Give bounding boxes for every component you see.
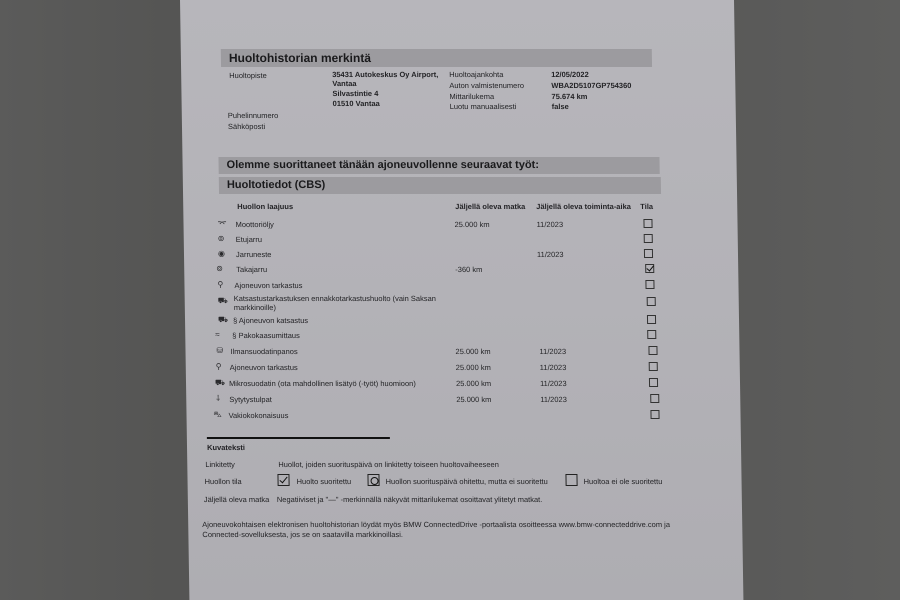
status-checkbox[interactable]: [644, 249, 653, 258]
legend-divider: [207, 437, 390, 439]
col-scope: Huollon laajuus: [237, 202, 294, 211]
footer-line-2: Connected-sovelluksesta, jos se on saatavilla markkinoillasi.: [202, 530, 403, 539]
front-brake-icon: ⊚: [217, 234, 225, 243]
row-distance: 25.000 km: [455, 379, 492, 388]
row-name: Ajoneuvon tarkastus: [234, 281, 303, 290]
service-point-line-2: Vantaa: [332, 79, 357, 88]
status-checkbox[interactable]: [644, 234, 653, 243]
legend-linked-label: Linkitetty: [205, 460, 235, 469]
row-name: Etujarru: [235, 235, 263, 244]
phone-label: Puhelinnumero: [227, 111, 279, 120]
row-time: 11/2023: [540, 395, 567, 404]
vin-value: WBA2D5107GP754360: [551, 81, 632, 90]
service-history-header: Huoltohistorian merkintä: [221, 49, 652, 67]
service-record-page: [180, 0, 743, 600]
col-time: Jäljellä oleva toiminta-aika: [536, 202, 631, 211]
row-distance: 25.000 km: [455, 347, 491, 356]
status-checkbox[interactable]: [647, 330, 656, 339]
row-name: Ajoneuvon tarkastus: [229, 363, 298, 372]
status-checkbox[interactable]: [643, 219, 652, 228]
status-checkbox[interactable]: [648, 346, 657, 355]
legend-status-not-done: Huoltoa ei ole suoritettu: [583, 477, 663, 486]
col-distance: Jäljellä oleva matka: [455, 202, 526, 211]
vehicle-check-icon: ⚲: [215, 362, 222, 371]
vin-label: Auton valmistenumero: [449, 81, 525, 90]
status-checkbox[interactable]: [647, 297, 656, 306]
row-name: Moottoriöljy: [235, 220, 274, 229]
spark-plug-icon: ⸸: [216, 394, 221, 403]
vehicle-check-icon: ⚲: [217, 280, 224, 289]
row-distance: 25.000 km: [454, 220, 490, 229]
status-checkbox[interactable]: [650, 394, 659, 403]
row-name: § Ajoneuvon katsastus: [232, 316, 309, 325]
inspection-icon: ⛟: [217, 296, 228, 305]
service-date-value: 12/05/2022: [551, 70, 589, 79]
row-time: 11/2023: [539, 379, 567, 388]
legend-status-skipped: Huollon suorituspäivä ohitettu, mutta ei suoritettu: [385, 477, 548, 486]
row-name-cont: markkinoille): [233, 303, 276, 312]
row-name: Takajarru: [236, 265, 268, 274]
legend-status-label: Huollon tila: [204, 477, 242, 486]
legend-title: Kuvateksti: [206, 443, 246, 452]
legend-checked-icon: [277, 474, 289, 486]
manual-value: false: [551, 102, 569, 111]
legend-skipped-icon: [367, 474, 379, 486]
email-label: Sähköposti: [227, 122, 266, 131]
inspection-icon: ⛟: [217, 315, 229, 324]
status-checkbox[interactable]: [649, 362, 658, 371]
emissions-icon: ≈: [215, 330, 220, 339]
car-icon: ⛍: [213, 410, 222, 419]
row-name: § Pakokaasumittaus: [232, 331, 300, 340]
cbs-header: Huoltotiedot (CBS): [219, 177, 661, 194]
row-distance: -360 km: [455, 265, 483, 274]
row-name: Mikrosuodatin (ota mahdollinen lisätyö (-työt) huomioon): [228, 379, 416, 388]
legend-status-done: Huolto suoritettu: [296, 477, 352, 486]
service-point-line-4: 01510 Vantaa: [332, 99, 380, 108]
air-filter-icon: ⛁: [216, 346, 224, 355]
footer-line-1: Ajoneuvokohtaisen elektronisen huoltohistorian löydät myös BMW ConnectedDrive -portaalista osoitteessa www.bmw-connecteddrive.com ja: [202, 520, 671, 529]
row-distance: 25.000 km: [456, 395, 492, 404]
work-performed-header: Olemme suorittaneet tänään ajoneuvollenne seuraavat työt:: [218, 157, 659, 174]
row-time: 11/2023: [539, 363, 567, 372]
legend-empty-icon: [565, 474, 577, 486]
brake-fluid-icon: ◉: [217, 249, 226, 258]
row-time: 11/2023: [536, 250, 564, 259]
row-name: Jarruneste: [235, 250, 272, 259]
row-name: Ilmansuodatinpanos: [230, 347, 298, 356]
status-checkbox[interactable]: [645, 280, 654, 289]
row-distance: 25.000 km: [455, 363, 491, 372]
row-name: Katsastustarkastuksen ennakkotarkastushuolto (vain Saksan: [233, 294, 436, 303]
engine-oil-icon: ⌤: [217, 219, 227, 228]
status-checkbox[interactable]: [649, 378, 658, 387]
legend-linked-text: Huollot, joiden suorituspäivä on linkitetty toiseen huoltovaiheeseen: [278, 460, 499, 469]
status-checkbox[interactable]: [650, 410, 659, 419]
col-status: Tila: [640, 202, 654, 211]
status-checkbox-checked[interactable]: [645, 264, 654, 273]
row-time: 11/2023: [539, 347, 567, 356]
micro-filter-icon: ⛟: [214, 378, 226, 387]
legend-distance-label: Jäljellä oleva matka: [203, 495, 270, 504]
service-point-line-3: Silvastintie 4: [332, 89, 379, 98]
service-point-label: Huoltopiste: [229, 71, 267, 80]
rear-brake-icon: ⊚: [216, 264, 223, 273]
row-time: 11/2023: [536, 220, 564, 229]
legend-distance-text: Negatiiviset ja "—" -merkinnällä näkyvät mittarilukemat osoittavat ylitetyt matkat.: [276, 495, 543, 504]
row-name: Sytytystulpat: [229, 395, 272, 404]
manual-label: Luotu manuaalisesti: [449, 102, 517, 111]
row-name: Vakiokokonaisuus: [228, 411, 289, 420]
service-date-label: Huoltoajankohta: [449, 70, 504, 79]
status-checkbox[interactable]: [647, 315, 656, 324]
odometer-value: 75.674 km: [551, 92, 588, 101]
service-point-line-1: 35431 Autokeskus Oy Airport,: [332, 70, 439, 79]
odometer-label: Mittarilukema: [449, 92, 495, 101]
